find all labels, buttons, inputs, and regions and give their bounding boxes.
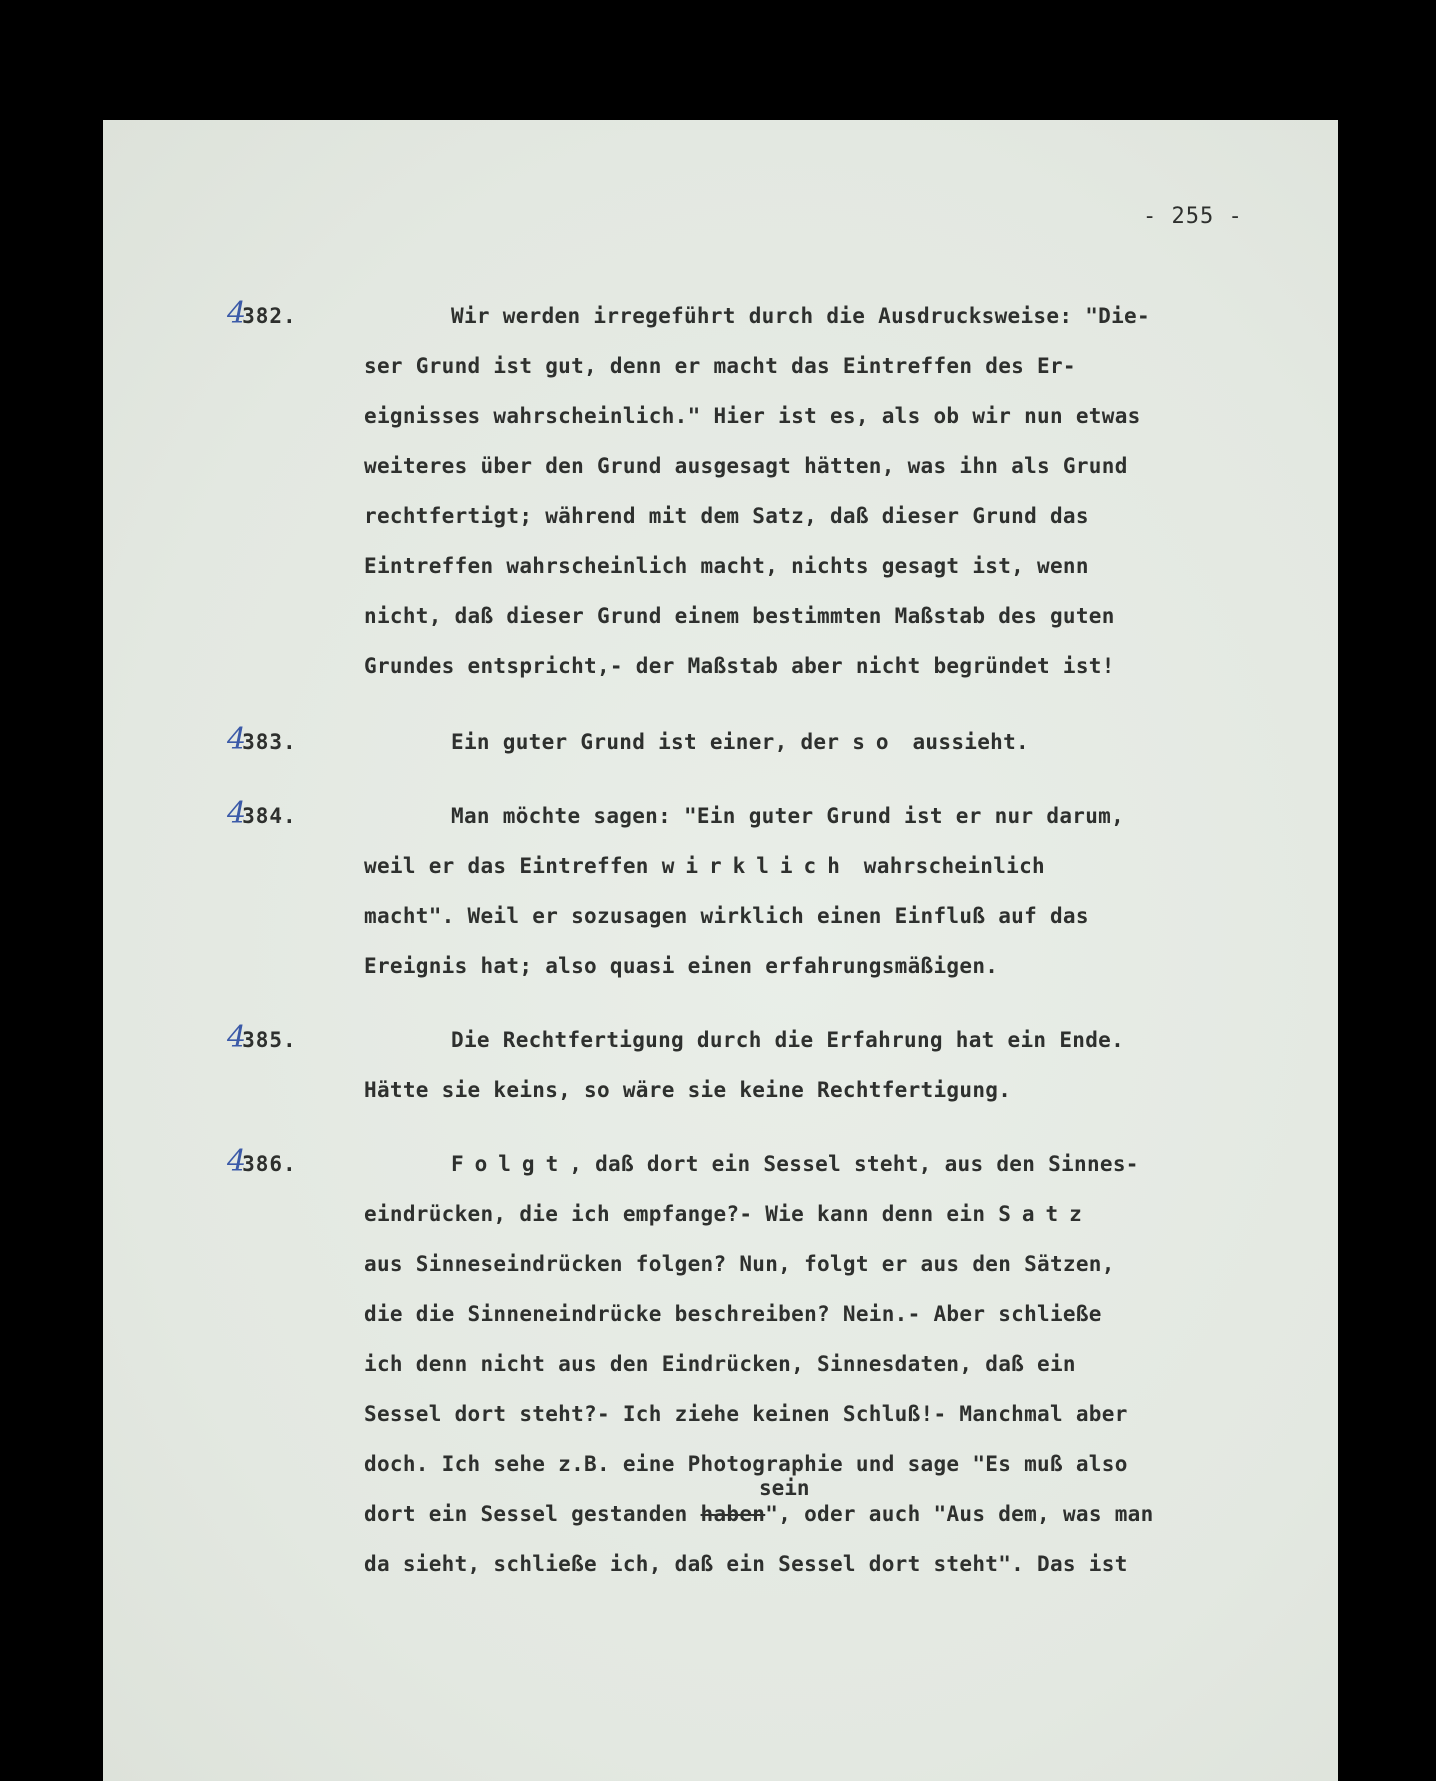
interlinear-insertion: sein bbox=[759, 1476, 810, 1500]
emphasized-word: wirklich bbox=[661, 854, 851, 878]
emphasized-word: Folgt bbox=[451, 1152, 570, 1176]
text-line: Folgt, daß dort ein Sessel steht, aus den Sinnes- bbox=[451, 1152, 1139, 1176]
handwritten-mark: 4 bbox=[227, 1144, 247, 1179]
text-line: ich denn nicht aus den Eindrücken, Sinnesdaten, daß ein bbox=[364, 1352, 1076, 1376]
text-line: ser Grund ist gut, denn er macht das Eintreffen des Er- bbox=[364, 354, 1076, 378]
text-line: Ein guter Grund ist einer, der so aussieht. bbox=[451, 730, 1029, 754]
text-line: da sieht, schließe ich, daß ein Sessel dort steht". Das ist bbox=[364, 1552, 1128, 1576]
text-line: rechtfertigt; während mit dem Satz, daß dieser Grund das bbox=[364, 504, 1089, 528]
text-line: weiteres über den Grund ausgesagt hätten, was ihn als Grund bbox=[364, 454, 1128, 478]
text-line: Die Rechtfertigung durch die Erfahrung hat ein Ende. bbox=[451, 1028, 1125, 1052]
text-line: aus Sinneseindrücken folgen? Nun, folgt er aus den Sätzen, bbox=[364, 1252, 1115, 1276]
text-line: Eintreffen wahrscheinlich macht, nichts gesagt ist, wenn bbox=[364, 554, 1089, 578]
emphasized-word: so bbox=[852, 730, 900, 754]
paragraph-number-384: 4384. bbox=[227, 796, 297, 831]
page-number: - 255 - bbox=[1143, 204, 1243, 229]
text-line: nicht, daß dieser Grund einem bestimmten Maßstab des guten bbox=[364, 604, 1115, 628]
text-line: eindrücken, die ich empfange?- Wie kann denn ein Satz bbox=[364, 1202, 1093, 1226]
text-line: weil er das Eintreffen wirklich wahrscheinlich bbox=[364, 854, 1046, 878]
handwritten-mark: 4 bbox=[227, 1020, 247, 1055]
text-line: die die Sinneneindrücke beschreiben? Nein.- Aber schließe bbox=[364, 1302, 1102, 1326]
text-line: Ereignis hat; also quasi einen erfahrungsmäßigen. bbox=[364, 954, 999, 978]
text-line: Wir werden irregeführt durch die Ausdrucksweise: "Die- bbox=[451, 304, 1150, 328]
paragraph-number-386: 4386. bbox=[227, 1144, 297, 1179]
emphasized-word: Satz bbox=[998, 1202, 1093, 1226]
paragraph-number-385: 4385. bbox=[227, 1020, 297, 1055]
text-line: Sessel dort steht?- Ich ziehe keinen Schluß!- Manchmal aber bbox=[364, 1402, 1128, 1426]
text-line: macht". Weil er sozusagen wirklich einen Einfluß auf das bbox=[364, 904, 1089, 928]
text-line: dort ein Sessel gestanden haben", oder auch "Aus dem, was man bbox=[364, 1502, 1154, 1526]
text-line: eignisses wahrscheinlich." Hier ist es, als ob wir nun etwas bbox=[364, 404, 1141, 428]
handwritten-mark: 4 bbox=[227, 722, 247, 757]
struck-word: haben bbox=[700, 1502, 766, 1526]
text-line: Man möchte sagen: "Ein guter Grund ist er nur darum, bbox=[451, 804, 1125, 828]
typescript-page bbox=[103, 120, 1338, 1781]
paragraph-number-382: 4382. bbox=[227, 296, 297, 331]
text-line: doch. Ich sehe z.B. eine Photographie und sage "Es muß also bbox=[364, 1452, 1128, 1476]
text-line: Grundes entspricht,- der Maßstab aber nicht begründet ist! bbox=[364, 654, 1115, 678]
text-line: Hätte sie keins, so wäre sie keine Rechtfertigung. bbox=[364, 1078, 1012, 1102]
handwritten-mark: 4 bbox=[227, 296, 247, 331]
handwritten-mark: 4 bbox=[227, 796, 247, 831]
paragraph-number-383: 4383. bbox=[227, 722, 297, 757]
